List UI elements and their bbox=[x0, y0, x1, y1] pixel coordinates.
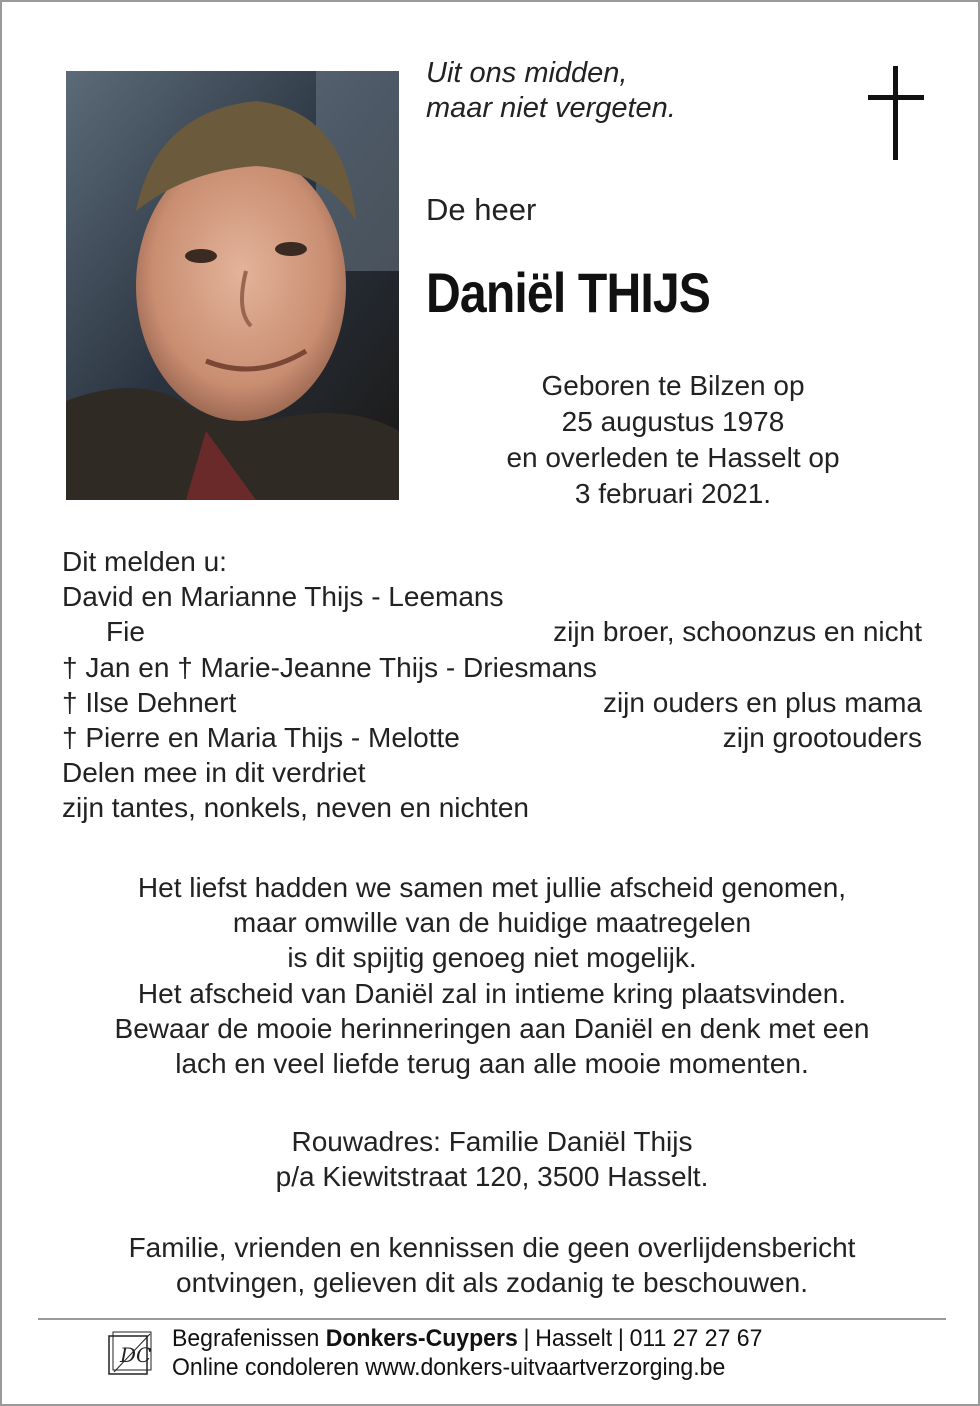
family-row bbox=[62, 614, 922, 649]
notice-line-1: Familie, vrienden en kennissen die geen overlijdensbericht bbox=[128, 1232, 856, 1263]
footer-divider bbox=[38, 1318, 946, 1320]
family-row bbox=[62, 790, 922, 825]
salutation: De heer bbox=[426, 192, 537, 227]
family-list bbox=[62, 544, 922, 826]
footer-city: Hasselt bbox=[535, 1325, 613, 1352]
motto-line-1: Uit ons midden, bbox=[426, 57, 628, 89]
birth-death-info bbox=[442, 368, 904, 512]
address-line-1: Rouwadres: Familie Daniël Thijs bbox=[291, 1126, 693, 1157]
message-line-2: maar omwille van de huidige maatregelen bbox=[232, 907, 752, 939]
message-line-5: Bewaar de mooie herinneringen aan Daniël en denk met een bbox=[114, 1012, 870, 1044]
footer-prefix: Begrafenissen bbox=[172, 1325, 320, 1352]
family-row bbox=[62, 579, 922, 614]
footer-website-link[interactable]: www.donkers-uitvaartverzorging.be bbox=[365, 1354, 726, 1381]
family-row-right: zijn broer, schoonzus en nicht bbox=[553, 616, 922, 648]
family-row bbox=[62, 650, 922, 685]
family-row-right: zijn ouders en plus mama bbox=[602, 686, 922, 718]
family-intro: Dit melden u: bbox=[62, 546, 227, 577]
footer-line-1: Begrafenissen Donkers-Cuypers | Hasselt | 011 27 27 67 bbox=[172, 1325, 763, 1352]
family-row-left: David en Marianne Thijs - Leemans bbox=[62, 581, 504, 613]
notice-line-2: ontvingen, gelieven dit als zodanig te beschouwen. bbox=[176, 1267, 808, 1299]
message-line-1: Het liefst hadden we samen met jullie afscheid genomen, bbox=[137, 872, 847, 903]
svg-text:DC: DC bbox=[120, 1343, 152, 1367]
portrait-photo bbox=[66, 71, 399, 500]
notice-text bbox=[42, 1230, 942, 1300]
family-row-right: zijn grootouders bbox=[722, 721, 922, 753]
birth-line-3: en overleden te Hasselt op bbox=[506, 442, 840, 473]
family-row-left: Delen mee in dit verdriet bbox=[62, 757, 366, 789]
birth-line-4: 3 februari 2021. bbox=[574, 478, 772, 509]
cross-icon bbox=[868, 66, 924, 160]
funeral-home-logo bbox=[106, 1328, 156, 1378]
family-row-left: † Ilse Dehnert bbox=[62, 686, 237, 718]
funeral-home-footer bbox=[172, 1324, 762, 1382]
footer-line-2 bbox=[172, 1353, 762, 1382]
family-row bbox=[62, 685, 922, 720]
motto bbox=[426, 56, 676, 126]
farewell-message bbox=[42, 870, 942, 1081]
mourning-address bbox=[42, 1124, 942, 1194]
family-row-left: † Jan en † Marie-Jeanne Thijs - Driesmans bbox=[62, 651, 597, 683]
family-row-left: Fie bbox=[106, 616, 145, 648]
family-row-left: † Pierre en Maria Thijs - Melotte bbox=[62, 721, 460, 753]
birth-line-2: 25 augustus 1978 bbox=[561, 406, 785, 437]
footer-phone[interactable]: 011 27 27 67 bbox=[629, 1325, 763, 1352]
family-row-left: zijn tantes, nonkels, neven en nichten bbox=[62, 792, 529, 824]
footer-company: Donkers-Cuypers bbox=[325, 1325, 518, 1352]
message-line-4: Het afscheid van Daniël zal in intieme kring plaatsvinden. bbox=[137, 977, 847, 1009]
message-line-3: is dit spijtig genoeg niet mogelijk. bbox=[287, 942, 697, 974]
birth-line-1: Geboren te Bilzen op bbox=[541, 370, 805, 401]
message-line-6: lach en veel liefde terug aan alle mooie momenten. bbox=[175, 1048, 809, 1080]
address-line-2: p/a Kiewitstraat 120, 3500 Hasselt. bbox=[275, 1161, 709, 1193]
motto-line-2: maar niet vergeten. bbox=[426, 92, 676, 124]
footer-condolence-label: Online condoleren bbox=[172, 1354, 360, 1381]
family-row bbox=[62, 755, 922, 790]
family-row bbox=[62, 720, 922, 755]
deceased-name: Daniël THIJS bbox=[426, 261, 711, 324]
